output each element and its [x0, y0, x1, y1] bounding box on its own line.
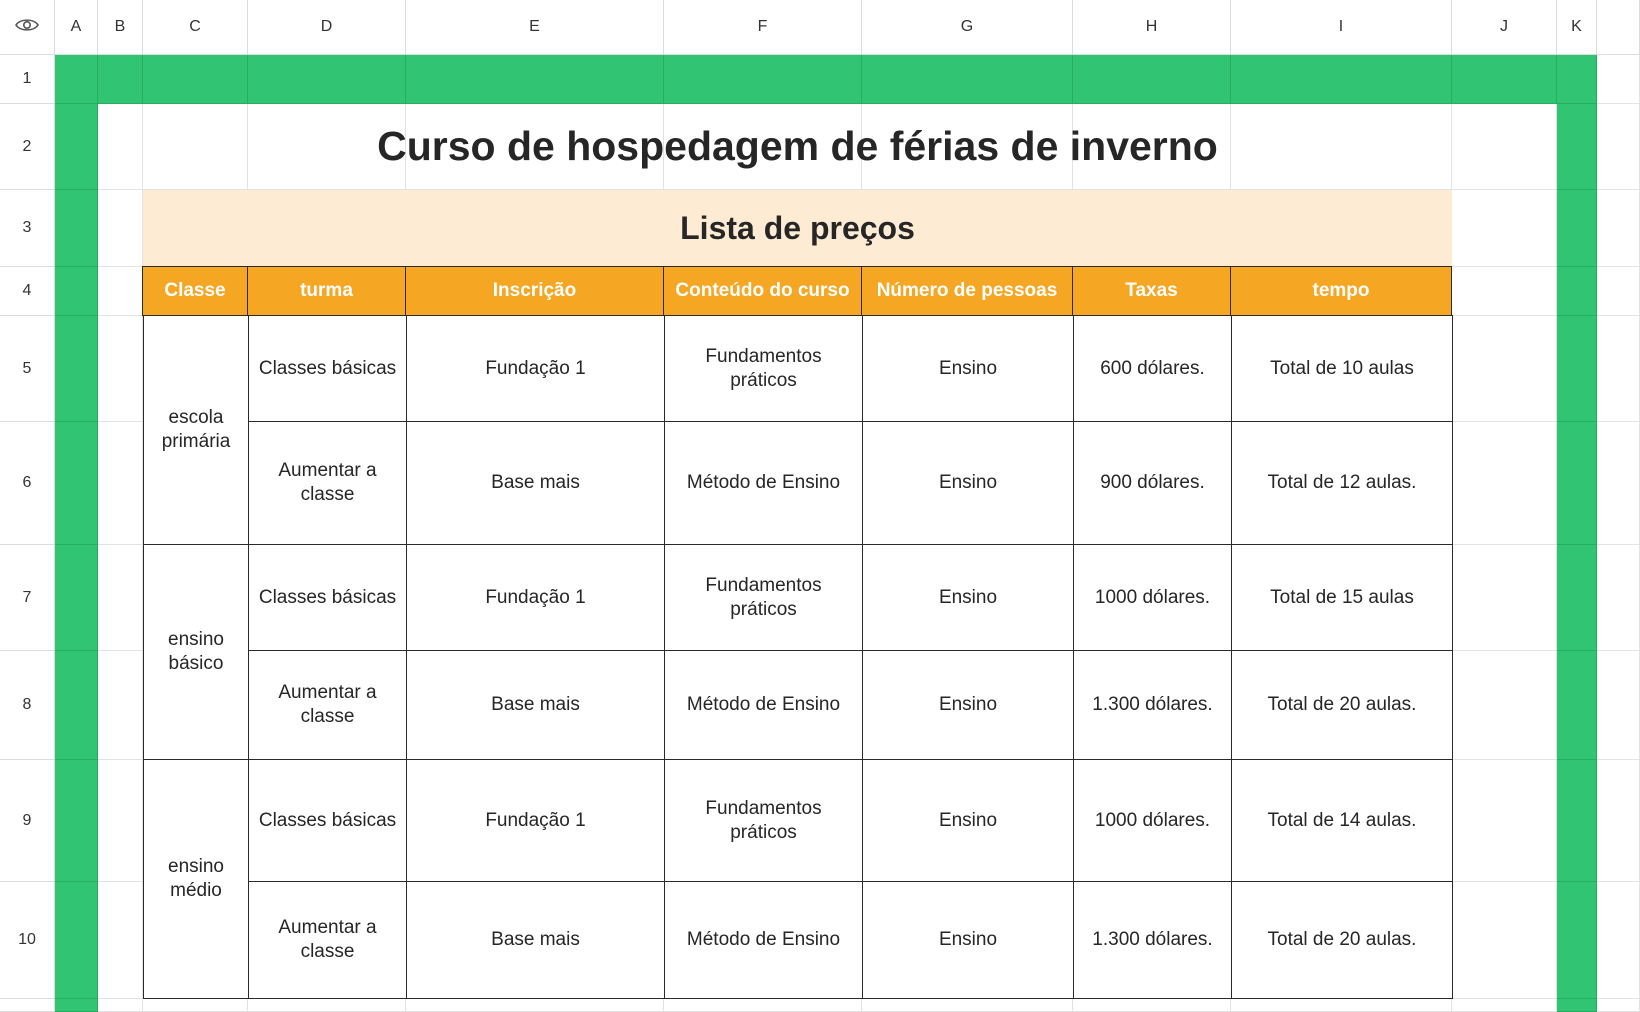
column-header-j[interactable]: J	[1452, 0, 1557, 55]
taxas-cell[interactable]: 600 dólares.	[1073, 315, 1232, 422]
taxas-cell[interactable]: 1.300 dólares.	[1073, 881, 1232, 999]
row-header-8[interactable]: 8	[0, 651, 55, 760]
classe-merged-cell[interactable]: ensino básico	[143, 544, 249, 760]
row-header-10[interactable]: 10	[0, 882, 55, 999]
grid-cell[interactable]	[1231, 999, 1452, 1012]
column-header-c[interactable]: C	[143, 0, 248, 55]
grid-cell[interactable]	[1452, 190, 1557, 267]
grid-cell[interactable]	[143, 999, 248, 1012]
frame-cell[interactable]	[98, 55, 143, 104]
grid-cell[interactable]	[98, 651, 143, 760]
frame-cell[interactable]	[1452, 55, 1557, 104]
frame-cell[interactable]	[1557, 760, 1597, 882]
header-classe[interactable]: Classe	[142, 266, 248, 316]
frame-cell[interactable]	[1557, 267, 1597, 316]
pessoas-cell[interactable]: Ensino	[862, 315, 1074, 422]
page-title: Curso de hospedagem de férias de inverno	[143, 104, 1452, 190]
select-all-corner[interactable]	[0, 0, 55, 55]
turma-cell[interactable]: Classes básicas	[248, 544, 407, 651]
frame-cell[interactable]	[55, 55, 98, 104]
frame-cell[interactable]	[1557, 316, 1597, 422]
grid-cell[interactable]	[98, 999, 143, 1012]
taxas-cell[interactable]: 1000 dólares.	[1073, 544, 1232, 651]
column-header-a[interactable]: A	[55, 0, 98, 55]
frame-cell[interactable]	[55, 422, 98, 545]
grid-cell[interactable]	[1597, 190, 1640, 267]
column-header-h[interactable]: H	[1073, 0, 1231, 55]
grid-cell[interactable]	[1597, 545, 1640, 651]
frame-cell[interactable]	[406, 55, 664, 104]
column-header-k[interactable]: K	[1557, 0, 1597, 55]
grid-cell[interactable]	[98, 316, 143, 422]
frame-cell[interactable]	[55, 104, 98, 190]
row-header-3[interactable]: 3	[0, 190, 55, 267]
tempo-cell[interactable]: Total de 20 aulas.	[1231, 650, 1453, 760]
frame-cell[interactable]	[55, 545, 98, 651]
turma-cell[interactable]: Aumentar a classe	[248, 421, 407, 545]
grid-cell[interactable]	[1597, 999, 1640, 1012]
tempo-cell[interactable]: Total de 15 aulas	[1231, 544, 1453, 651]
frame-cell[interactable]	[143, 55, 248, 104]
frame-cell[interactable]	[1557, 999, 1597, 1012]
pessoas-cell[interactable]: Ensino	[862, 421, 1074, 545]
row-header-6[interactable]: 6	[0, 422, 55, 545]
row-header-9[interactable]: 9	[0, 760, 55, 882]
grid-cell[interactable]	[1073, 999, 1231, 1012]
inscricao-cell[interactable]: Base mais	[406, 881, 665, 999]
inscricao-cell[interactable]: Fundação 1	[406, 544, 665, 651]
grid-cell[interactable]	[1452, 999, 1557, 1012]
pessoas-cell[interactable]: Ensino	[862, 759, 1074, 882]
header-pessoas[interactable]: Número de pessoas	[861, 266, 1073, 316]
frame-cell[interactable]	[55, 999, 98, 1012]
pessoas-cell[interactable]: Ensino	[862, 650, 1074, 760]
taxas-cell[interactable]: 1000 dólares.	[1073, 759, 1232, 882]
grid-cell[interactable]	[1597, 882, 1640, 999]
grid-cell[interactable]	[98, 104, 143, 190]
grid-cell[interactable]	[1597, 267, 1640, 316]
grid-cell[interactable]	[1452, 316, 1557, 422]
grid-cell[interactable]	[1452, 545, 1557, 651]
frame-cell[interactable]	[55, 267, 98, 316]
tempo-cell[interactable]: Total de 20 aulas.	[1231, 881, 1453, 999]
column-header-g[interactable]: G	[862, 0, 1073, 55]
frame-cell[interactable]	[664, 55, 862, 104]
taxas-cell[interactable]: 1.300 dólares.	[1073, 650, 1232, 760]
taxas-cell[interactable]: 900 dólares.	[1073, 421, 1232, 545]
grid-cell[interactable]	[98, 267, 143, 316]
frame-cell[interactable]	[55, 760, 98, 882]
frame-cell[interactable]	[1557, 545, 1597, 651]
inscricao-cell[interactable]: Fundação 1	[406, 315, 665, 422]
tempo-cell[interactable]: Total de 10 aulas	[1231, 315, 1453, 422]
grid-cell[interactable]	[248, 999, 406, 1012]
column-header-i[interactable]: I	[1231, 0, 1452, 55]
conteudo-cell[interactable]: Método de Ensino	[664, 421, 863, 545]
grid-cell[interactable]	[1597, 316, 1640, 422]
row-header-7[interactable]: 7	[0, 545, 55, 651]
frame-cell[interactable]	[1557, 55, 1597, 104]
conteudo-cell[interactable]: Método de Ensino	[664, 881, 863, 999]
frame-cell[interactable]	[1557, 190, 1597, 267]
frame-cell[interactable]	[862, 55, 1073, 104]
grid-cell[interactable]	[1597, 422, 1640, 545]
turma-cell[interactable]: Classes básicas	[248, 315, 407, 422]
grid-cell[interactable]	[1452, 760, 1557, 882]
row-header-5[interactable]: 5	[0, 316, 55, 422]
header-inscricao[interactable]: Inscrição	[405, 266, 664, 316]
frame-cell[interactable]	[1557, 882, 1597, 999]
grid-cell[interactable]	[1452, 267, 1557, 316]
classe-merged-cell[interactable]: escola primária	[143, 315, 249, 545]
column-header-d[interactable]: D	[248, 0, 406, 55]
frame-cell[interactable]	[55, 190, 98, 267]
eye-icon[interactable]	[15, 17, 39, 38]
header-turma[interactable]: turma	[247, 266, 406, 316]
turma-cell[interactable]: Classes básicas	[248, 759, 407, 882]
pessoas-cell[interactable]: Ensino	[862, 544, 1074, 651]
row-header-4[interactable]: 4	[0, 267, 55, 316]
row-header-extra[interactable]	[0, 999, 55, 1012]
grid-cell[interactable]	[862, 999, 1073, 1012]
tempo-cell[interactable]: Total de 14 aulas.	[1231, 759, 1453, 882]
column-header-f[interactable]: F	[664, 0, 862, 55]
pessoas-cell[interactable]: Ensino	[862, 881, 1074, 999]
grid-cell[interactable]	[1597, 104, 1640, 190]
grid-cell[interactable]	[1597, 55, 1640, 104]
grid-cell[interactable]	[1597, 651, 1640, 760]
grid-cell[interactable]	[98, 422, 143, 545]
frame-cell[interactable]	[1073, 55, 1231, 104]
grid-cell[interactable]	[98, 760, 143, 882]
frame-cell[interactable]	[55, 882, 98, 999]
frame-cell[interactable]	[1557, 651, 1597, 760]
inscricao-cell[interactable]: Base mais	[406, 421, 665, 545]
grid-cell[interactable]	[1452, 882, 1557, 999]
row-header-2[interactable]: 2	[0, 104, 55, 190]
grid-cell[interactable]	[1452, 422, 1557, 545]
tempo-cell[interactable]: Total de 12 aulas.	[1231, 421, 1453, 545]
inscricao-cell[interactable]: Fundação 1	[406, 759, 665, 882]
classe-merged-cell[interactable]: ensino médio	[143, 759, 249, 999]
frame-cell[interactable]	[55, 316, 98, 422]
inscricao-cell[interactable]: Base mais	[406, 650, 665, 760]
frame-cell[interactable]	[248, 55, 406, 104]
header-conteudo[interactable]: Conteúdo do curso	[663, 266, 862, 316]
conteudo-cell[interactable]: Fundamentos práticos	[664, 759, 863, 882]
row-header-1[interactable]: 1	[0, 55, 55, 104]
column-header-e[interactable]: E	[406, 0, 664, 55]
turma-cell[interactable]: Aumentar a classe	[248, 881, 407, 999]
conteudo-cell[interactable]: Fundamentos práticos	[664, 315, 863, 422]
conteudo-cell[interactable]: Fundamentos práticos	[664, 544, 863, 651]
turma-cell[interactable]: Aumentar a classe	[248, 650, 407, 760]
frame-cell[interactable]	[1231, 55, 1452, 104]
header-tempo[interactable]: tempo	[1230, 266, 1452, 316]
frame-cell[interactable]	[55, 651, 98, 760]
grid-cell[interactable]	[98, 882, 143, 999]
header-taxas[interactable]: Taxas	[1072, 266, 1231, 316]
grid-cell[interactable]	[1597, 760, 1640, 882]
frame-cell[interactable]	[1557, 422, 1597, 545]
grid-cell[interactable]	[98, 190, 143, 267]
price-list-subtitle: Lista de preços	[143, 190, 1452, 267]
grid-cell[interactable]	[406, 999, 664, 1012]
column-header-extra[interactable]	[1597, 0, 1640, 55]
grid-cell[interactable]	[1452, 651, 1557, 760]
grid-cell[interactable]	[98, 545, 143, 651]
frame-cell[interactable]	[1557, 104, 1597, 190]
column-header-b[interactable]: B	[98, 0, 143, 55]
grid-cell[interactable]	[664, 999, 862, 1012]
grid-cell[interactable]	[1452, 104, 1557, 190]
conteudo-cell[interactable]: Método de Ensino	[664, 650, 863, 760]
